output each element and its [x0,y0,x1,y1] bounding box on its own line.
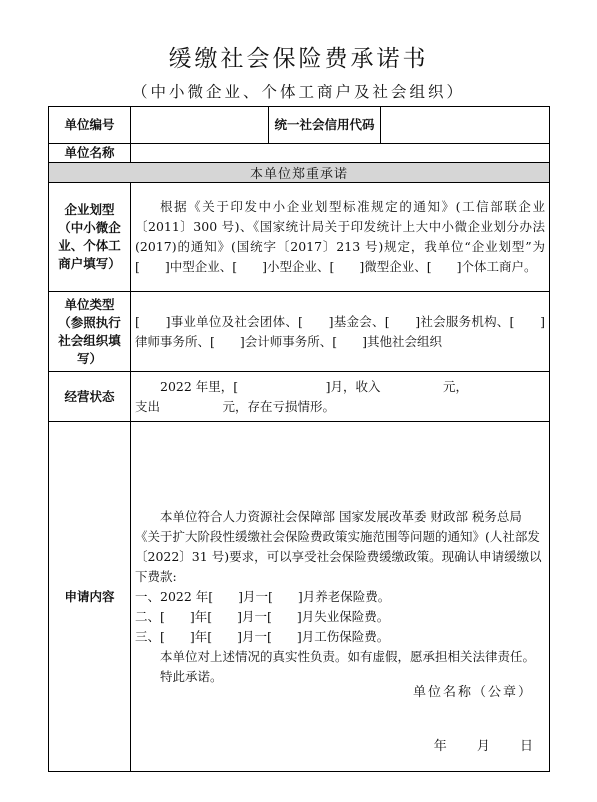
document-title: 缓缴社会保险费承诺书 [168,46,429,72]
application-intro: 本单位符合人力资源社会保障部 国家发展改革委 财政部 税务总局《关于扩大阶段性缓缴社会保险费政策实施范围等问题的通知》(人社部发〔2022〕31 号)要求，可以享受社会保险费缓缴政策。现确认申请缓缴以下费款: [135,508,542,584]
application-content [131,422,550,772]
operation-status-label: 经营状态 [49,372,131,422]
operation-status-content [131,372,550,422]
commitment-form-table [48,106,550,772]
document-subtitle: （中小微企业、个体工商户及社会组织） [131,83,465,101]
unit-type-content [131,292,550,372]
credit-code-field[interactable] [381,107,550,144]
operation-status-line2: 支出 元，存在亏损情形。 [135,398,336,414]
application-item-pension: 一、2022 年[ ]月一[ ]月养老保险费。 [135,588,391,604]
application-item-injury: 三、[ ]年[ ]月一[ ]月工伤保险费。 [135,628,390,644]
enterprise-type-label: 企业划型（中小微企业、个体工商户填写） [49,183,131,292]
application-item-unemployment: 二、[ ]年[ ]月一[ ]月失业保险费。 [135,608,390,624]
signature-seal-line: 单位名称（公章） [412,685,533,700]
unit-type-label: 单位类型（参照执行社会组织填写） [49,292,131,372]
unit-number-field[interactable] [131,107,269,144]
unit-type-text: [ ]事业单位及社会团体、[ ]基金会、[ ]社会服务机构、[ ]律师事务所、[ ]会计师事务所、[ ]其他社会组织 [135,313,545,349]
unit-number-label: 单位编号 [49,107,131,144]
unit-name-label: 单位名称 [49,144,131,163]
enterprise-type-content [131,183,550,292]
operation-status-line1: 2022 年里，[ ]月，收入 元， [160,378,469,394]
enterprise-type-text: 根据《关于印发中小企业划型标准规定的通知》(工信部联企业〔2011〕300 号)、《国家统计局关于印发统计上大中小微企业划分办法(2017)的通知》(国统字〔2017〕213 号)规定，我单位“企业划型”为[ ]中型企业、[ ]小型企业、[ ]微型企业、[ ]个体工商户。 [135,199,545,274]
application-responsibility: 本单位对上述情况的真实性负责。如有虚假，愿承担相关法律责任。 [160,648,536,664]
commitment-banner: 本单位郑重承诺 [49,163,550,183]
application-promise: 特此承诺。 [160,668,223,684]
application-content-label: 申请内容 [49,422,131,772]
unit-name-field[interactable] [131,144,550,163]
signature-date-line: 年 月 日 [433,739,533,754]
credit-code-label: 统一社会信用代码 [269,107,381,144]
